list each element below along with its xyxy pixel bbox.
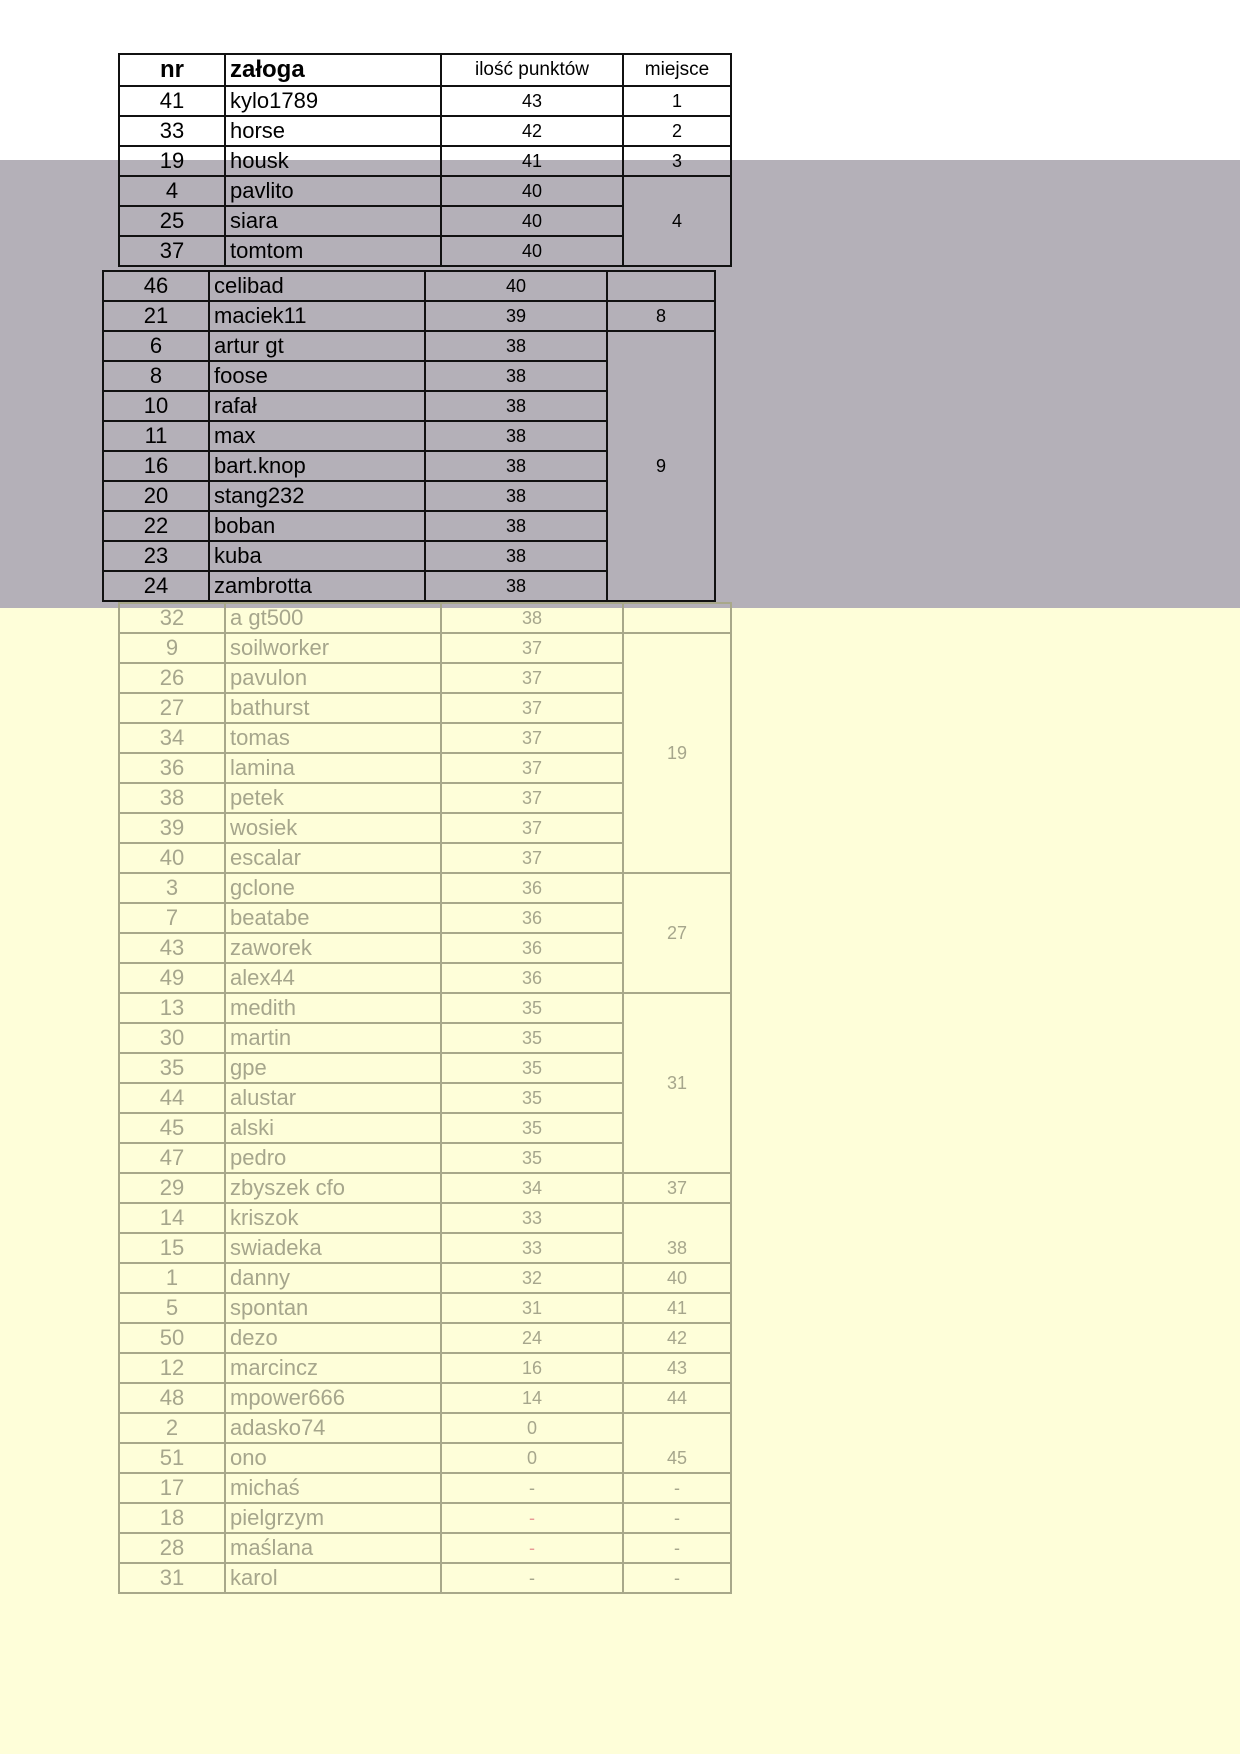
crew-number: 21: [103, 301, 209, 331]
crew-name: pielgrzym: [225, 1503, 441, 1533]
crew-name: beatabe: [225, 903, 441, 933]
crew-place: 45: [623, 1413, 731, 1473]
crew-place: -: [623, 1533, 731, 1563]
crew-name: michaś: [225, 1473, 441, 1503]
crew-points: 41: [441, 146, 623, 176]
crew-name: artur gt: [209, 331, 425, 361]
crew-points: 40: [441, 176, 623, 206]
header-nr: nr: [119, 54, 225, 86]
crew-points: 34: [441, 1173, 623, 1203]
crew-points: 35: [441, 1143, 623, 1173]
crew-name: zaworek: [225, 933, 441, 963]
crew-points: 38: [425, 361, 607, 391]
table-row: [119, 993, 731, 1023]
crew-name: spontan: [225, 1293, 441, 1323]
crew-points: 37: [441, 843, 623, 873]
crew-points: 43: [441, 86, 623, 116]
crew-number: 11: [103, 421, 209, 451]
header-points: ilość punktów: [441, 54, 623, 86]
crew-name: maciek11: [209, 301, 425, 331]
crew-points: 37: [441, 693, 623, 723]
table-row: [119, 1293, 731, 1323]
crew-number: 18: [119, 1503, 225, 1533]
crew-points: 32: [441, 1263, 623, 1293]
crew-points: 37: [441, 783, 623, 813]
crew-name: adasko74: [225, 1413, 441, 1443]
crew-name: pavulon: [225, 663, 441, 693]
table-row: [119, 1173, 731, 1203]
crew-name: medith: [225, 993, 441, 1023]
crew-name: horse: [225, 116, 441, 146]
crew-name: bathurst: [225, 693, 441, 723]
crew-place: 41: [623, 1293, 731, 1323]
crew-number: 26: [119, 663, 225, 693]
crew-points: 36: [441, 873, 623, 903]
crew-name: kriszok: [225, 1203, 441, 1233]
crew-points: 38: [425, 451, 607, 481]
crew-name: boban: [209, 511, 425, 541]
crew-points: -: [441, 1533, 623, 1563]
crew-name: tomtom: [225, 236, 441, 266]
crew-number: 10: [103, 391, 209, 421]
crew-points: 38: [425, 541, 607, 571]
crew-number: 15: [119, 1233, 225, 1263]
crew-points: 35: [441, 993, 623, 1023]
crew-name: martin: [225, 1023, 441, 1053]
crew-points: 24: [441, 1323, 623, 1353]
crew-name: a gt500: [225, 603, 441, 633]
crew-points: 38: [425, 331, 607, 361]
table-row: [119, 146, 731, 176]
crew-name: marcincz: [225, 1353, 441, 1383]
table-row: [119, 1353, 731, 1383]
crew-number: 29: [119, 1173, 225, 1203]
table-row: [119, 633, 731, 663]
crew-points: 0: [441, 1413, 623, 1443]
crew-number: 46: [103, 271, 209, 301]
crew-name: maślana: [225, 1533, 441, 1563]
crew-points: 37: [441, 633, 623, 663]
crew-number: 24: [103, 571, 209, 601]
crew-number: 35: [119, 1053, 225, 1083]
crew-number: 34: [119, 723, 225, 753]
table-row: [119, 1203, 731, 1233]
crew-points: 38: [425, 511, 607, 541]
crew-name: escalar: [225, 843, 441, 873]
crew-number: 48: [119, 1383, 225, 1413]
crew-place: 40: [623, 1263, 731, 1293]
crew-name: alex44: [225, 963, 441, 993]
crew-name: housk: [225, 146, 441, 176]
crew-place: 31: [623, 993, 731, 1173]
crew-place-merged: 9: [607, 331, 715, 601]
crew-points: 31: [441, 1293, 623, 1323]
crew-name: bart.knop: [209, 451, 425, 481]
crew-number: 30: [119, 1023, 225, 1053]
crew-points: 35: [441, 1053, 623, 1083]
crew-number: 1: [119, 1263, 225, 1293]
crew-number: 12: [119, 1353, 225, 1383]
crew-points: -: [441, 1563, 623, 1593]
table-row: [103, 301, 715, 331]
crew-name: stang232: [209, 481, 425, 511]
crew-name: foose: [209, 361, 425, 391]
crew-number: 3: [119, 873, 225, 903]
crew-number: 27: [119, 693, 225, 723]
crew-number: 23: [103, 541, 209, 571]
crew-number: 17: [119, 1473, 225, 1503]
crew-place: 38: [623, 1203, 731, 1263]
crew-number: 14: [119, 1203, 225, 1233]
table-row: [119, 1503, 731, 1533]
crew-points: 38: [425, 571, 607, 601]
crew-points: 36: [441, 903, 623, 933]
crew-points: 36: [441, 963, 623, 993]
crew-place: 8: [607, 301, 715, 331]
crew-points: 33: [441, 1233, 623, 1263]
crew-points: -: [441, 1503, 623, 1533]
crew-number: 33: [119, 116, 225, 146]
crew-name: dezo: [225, 1323, 441, 1353]
crew-name: kuba: [209, 541, 425, 571]
crew-points: 38: [425, 391, 607, 421]
crew-place: 37: [623, 1173, 731, 1203]
table-row: [119, 1473, 731, 1503]
crew-number: 37: [119, 236, 225, 266]
table-row: [119, 1533, 731, 1563]
crew-number: 8: [103, 361, 209, 391]
crew-name: alustar: [225, 1083, 441, 1113]
crew-number: 4: [119, 176, 225, 206]
crew-points: 37: [441, 753, 623, 783]
crew-name: danny: [225, 1263, 441, 1293]
crew-number: 41: [119, 86, 225, 116]
crew-number: 36: [119, 753, 225, 783]
crew-place: 1: [623, 86, 731, 116]
crew-points: 40: [441, 236, 623, 266]
table-row: [119, 1563, 731, 1593]
crew-name: rafał: [209, 391, 425, 421]
results-table-bottom: [118, 602, 732, 1594]
crew-place: 19: [623, 633, 731, 873]
crew-number: 7: [119, 903, 225, 933]
crew-points: 40: [441, 206, 623, 236]
crew-name: pavlito: [225, 176, 441, 206]
crew-number: 44: [119, 1083, 225, 1113]
crew-number: 20: [103, 481, 209, 511]
crew-points: 0: [441, 1443, 623, 1473]
crew-name: zbyszek cfo: [225, 1173, 441, 1203]
crew-name: max: [209, 421, 425, 451]
crew-place: 42: [623, 1323, 731, 1353]
crew-points: 35: [441, 1113, 623, 1143]
crew-number: 22: [103, 511, 209, 541]
crew-number: 43: [119, 933, 225, 963]
results-table-top: [118, 53, 732, 267]
table-row: [119, 1323, 731, 1353]
crew-points: 14: [441, 1383, 623, 1413]
crew-name: gpe: [225, 1053, 441, 1083]
header-place: miejsce: [623, 54, 731, 86]
crew-name: mpower666: [225, 1383, 441, 1413]
crew-number: 28: [119, 1533, 225, 1563]
crew-place: 44: [623, 1383, 731, 1413]
crew-points: 35: [441, 1023, 623, 1053]
crew-points: 38: [441, 603, 623, 633]
table-row: [119, 116, 731, 146]
crew-number: 19: [119, 146, 225, 176]
crew-place: 3: [623, 146, 731, 176]
crew-number: 39: [119, 813, 225, 843]
crew-name: ono: [225, 1443, 441, 1473]
crew-place: 27: [623, 873, 731, 993]
crew-place: [623, 603, 731, 633]
crew-number: 38: [119, 783, 225, 813]
header-crew: załoga: [225, 54, 441, 86]
crew-name: karol: [225, 1563, 441, 1593]
crew-name: kylo1789: [225, 86, 441, 116]
crew-place-merged: 4: [623, 176, 731, 266]
crew-name: lamina: [225, 753, 441, 783]
crew-name: pedro: [225, 1143, 441, 1173]
crew-name: zambrotta: [209, 571, 425, 601]
table-row: [119, 603, 731, 633]
crew-name: soilworker: [225, 633, 441, 663]
crew-points: 38: [425, 481, 607, 511]
crew-number: 47: [119, 1143, 225, 1173]
crew-number: 13: [119, 993, 225, 1023]
crew-points: 37: [441, 813, 623, 843]
crew-name: siara: [225, 206, 441, 236]
crew-points: 16: [441, 1353, 623, 1383]
crew-number: 50: [119, 1323, 225, 1353]
table-row: [103, 331, 715, 361]
crew-points: 36: [441, 933, 623, 963]
crew-number: 32: [119, 603, 225, 633]
crew-name: swiadeka: [225, 1233, 441, 1263]
table-row: [119, 1263, 731, 1293]
crew-points: 35: [441, 1083, 623, 1113]
crew-points: 37: [441, 723, 623, 753]
table-row: [119, 1413, 731, 1443]
crew-place: -: [623, 1473, 731, 1503]
crew-points: -: [441, 1473, 623, 1503]
crew-number: 6: [103, 331, 209, 361]
crew-number: 25: [119, 206, 225, 236]
table-row: [119, 1383, 731, 1413]
crew-number: 51: [119, 1443, 225, 1473]
crew-name: wosiek: [225, 813, 441, 843]
crew-name: gclone: [225, 873, 441, 903]
table-row: [119, 176, 731, 206]
crew-place: -: [623, 1503, 731, 1533]
crew-number: 31: [119, 1563, 225, 1593]
crew-number: 49: [119, 963, 225, 993]
crew-name: tomas: [225, 723, 441, 753]
crew-points: 40: [425, 271, 607, 301]
crew-place: -: [623, 1563, 731, 1593]
crew-number: 5: [119, 1293, 225, 1323]
crew-points: 39: [425, 301, 607, 331]
crew-points: 33: [441, 1203, 623, 1233]
crew-number: 40: [119, 843, 225, 873]
crew-name: petek: [225, 783, 441, 813]
table-header-row: [119, 54, 731, 86]
crew-points: 42: [441, 116, 623, 146]
crew-points: 38: [425, 421, 607, 451]
crew-points: 37: [441, 663, 623, 693]
crew-place: 43: [623, 1353, 731, 1383]
results-table-middle: [102, 270, 716, 602]
table-row: [103, 271, 715, 301]
crew-place: [607, 271, 715, 301]
crew-number: 16: [103, 451, 209, 481]
crew-number: 45: [119, 1113, 225, 1143]
crew-name: alski: [225, 1113, 441, 1143]
crew-number: 9: [119, 633, 225, 663]
crew-name: celibad: [209, 271, 425, 301]
crew-number: 2: [119, 1413, 225, 1443]
crew-place: 2: [623, 116, 731, 146]
table-row: [119, 873, 731, 903]
table-row: [119, 86, 731, 116]
